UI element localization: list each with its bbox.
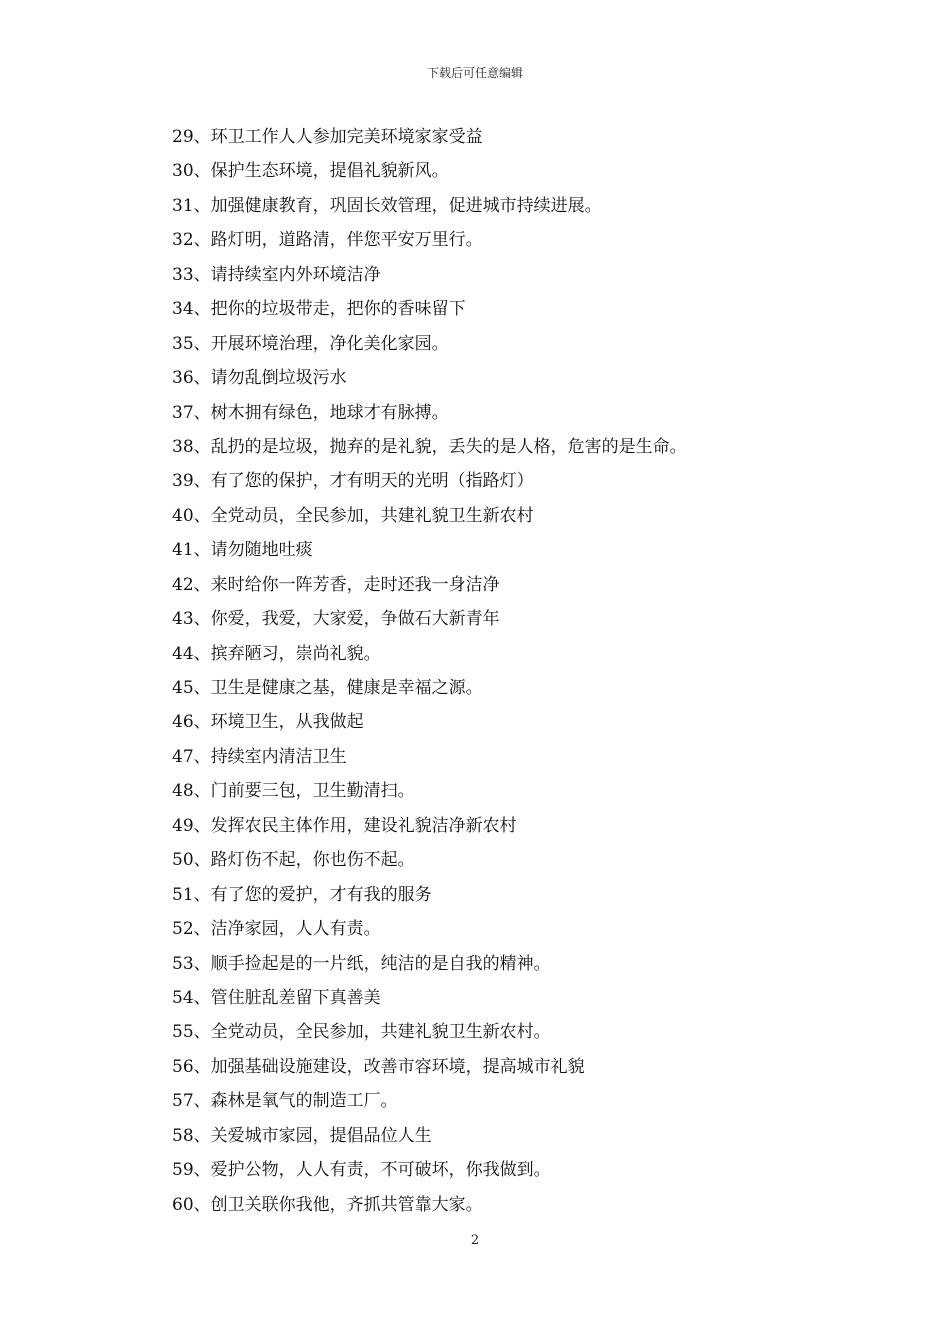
list-item: 48、门前要三包，卫生勤清扫。 [172,781,415,802]
slogan-list [172,124,872,1226]
list-item: 41、请勿随地吐痰 [172,540,313,561]
list-item: 29、环卫工作人人参加完美环境家家受益 [172,127,483,147]
list-item: 34、把你的垃圾带走，把你的香味留下 [172,299,466,320]
list-item: 55、全党动员，全民参加，共建礼貌卫生新农村。 [172,1022,551,1043]
list-item: 40、全党动员，全民参加，共建礼貌卫生新农村 [172,505,534,526]
list-item: 60、创卫关联你我他，齐抓共管靠大家。 [172,1194,483,1215]
list-item: 49、发挥农民主体作用，建设礼貌洁净新农村 [172,815,517,836]
list-item: 50、路灯伤不起，你也伤不起。 [172,850,415,871]
list-item: 30、保护生态环境，提倡礼貌新风。 [172,161,449,182]
list-item: 31、加强健康教育，巩固长效管理，促进城市持续进展。 [172,195,602,216]
list-item: 42、来时给你一阵芳香，走时还我一身洁净 [172,574,500,595]
page-number: 2 [470,1233,480,1248]
list-item: 51、有了您的爱护，才有我的服务 [172,884,432,905]
list-item: 58、关爱城市家园，提倡品位人生 [172,1125,432,1146]
list-item: 36、请勿乱倒垃圾污水 [172,368,347,389]
list-item: 52、洁净家园，人人有责。 [172,919,381,940]
list-item: 35、开展环境治理，净化美化家园。 [172,333,449,354]
list-item: 57、森林是氧气的制造工厂。 [172,1091,398,1112]
list-item: 46、环境卫生，从我做起 [172,712,364,733]
list-item: 39、有了您的保护，才有明天的光明（指路灯） [172,471,534,492]
list-item: 45、卫生是健康之基，健康是幸福之源。 [172,678,483,698]
list-item: 33、请持续室内外环境洁净 [172,264,381,285]
list-item: 54、管住脏乱差留下真善美 [172,987,381,1008]
list-item: 53、顺手捡起是的一片纸，纯洁的是自我的精神。 [172,953,551,974]
page-header: 下载后可任意编辑 [426,66,523,80]
list-item: 43、你爱，我爱，大家爱，争做石大新青年 [172,609,500,630]
list-item: 56、加强基础设施建设，改善市容环境，提高城市礼貌 [172,1056,585,1077]
list-item: 32、路灯明，道路清，伴您平安万里行。 [172,230,483,251]
list-item: 38、乱扔的是垃圾，抛弃的是礼貌，丢失的是人格，危害的是生命。 [172,436,687,457]
list-item: 44、摈弃陋习，崇尚礼貌。 [172,643,381,664]
list-item: 47、持续室内清洁卫生 [172,746,347,767]
list-item: 37、树木拥有绿色，地球才有脉搏。 [172,402,449,423]
list-item: 59、爱护公物，人人有责，不可破坏，你我做到。 [172,1160,551,1181]
